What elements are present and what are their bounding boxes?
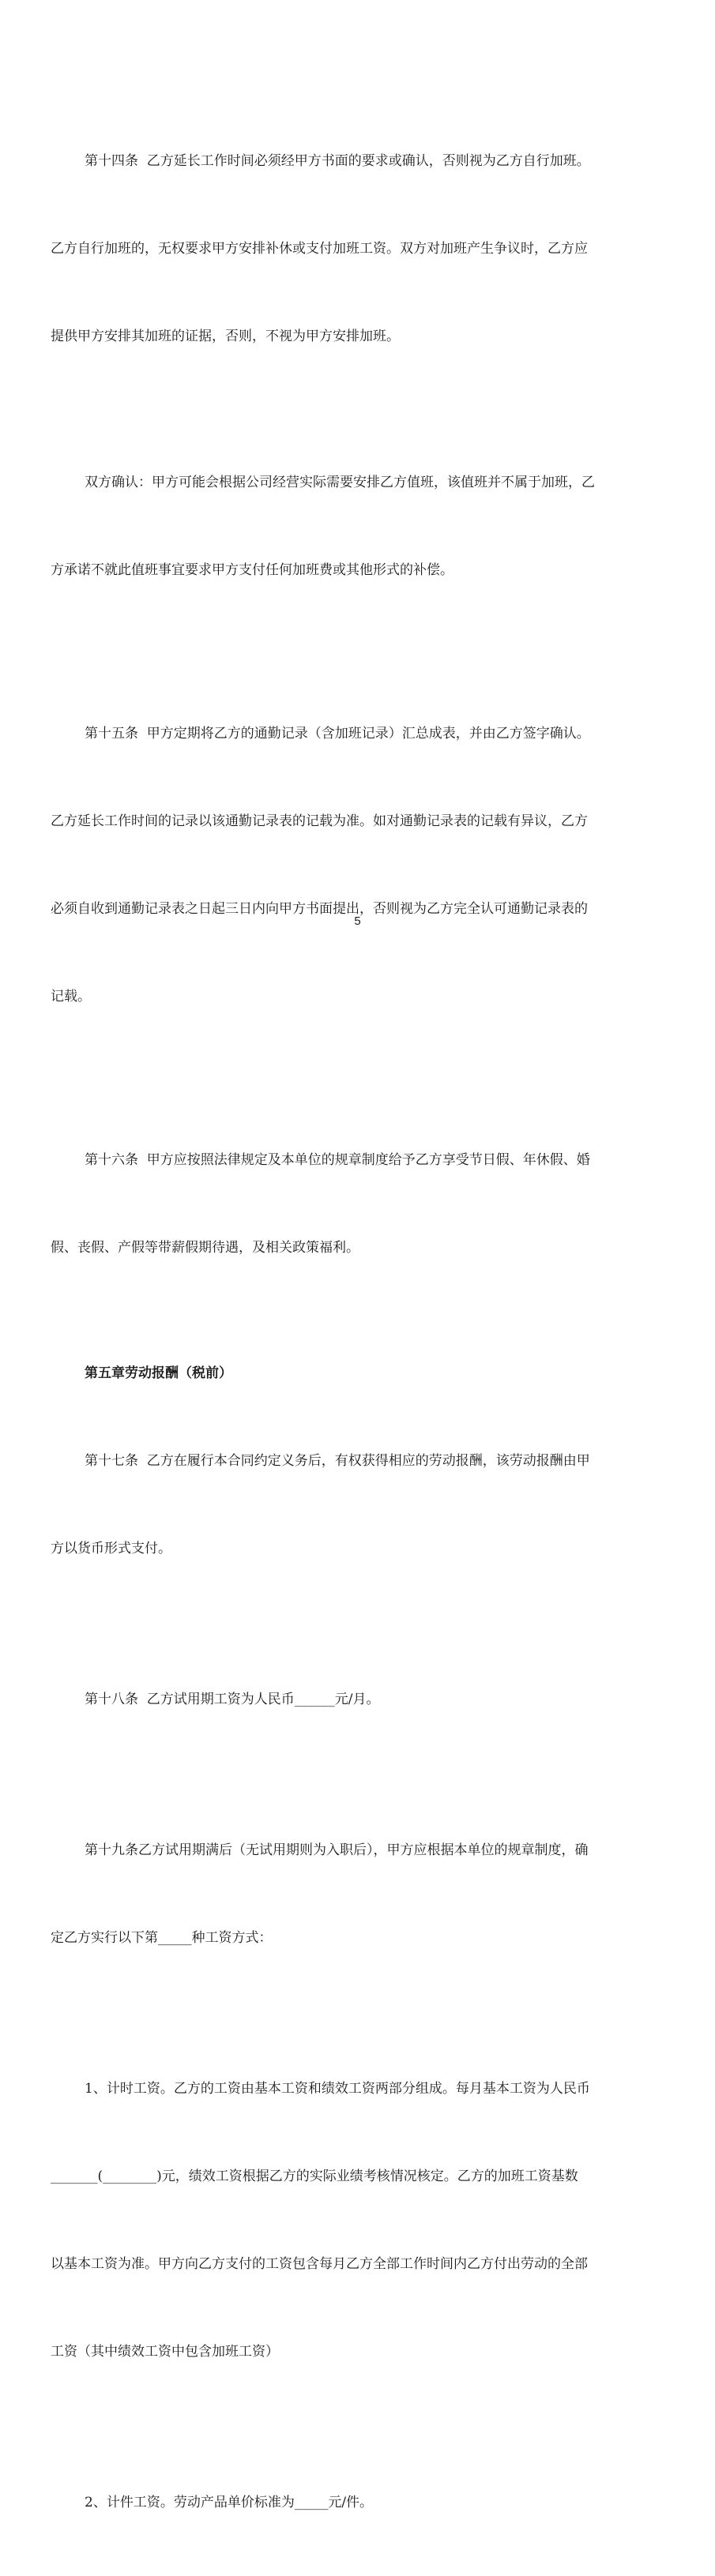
chapter-heading: 第五章劳动报酬（税前） xyxy=(85,1365,232,1381)
wage-item-2-line-1: 2、计件工资。劳动产品单价标准为_____元/件。 xyxy=(85,2495,374,2510)
wage-item-1 xyxy=(51,2016,634,2425)
confirmation-clause xyxy=(51,410,634,644)
wage-item-2 xyxy=(85,2430,634,2576)
confirmation-line-1: 双方确认：甲方可能会根据公司经营实际需要安排乙方值班，该值班并不属于加班，乙 xyxy=(85,475,595,490)
article-14-line-3: 提供甲方安排其加班的证据，否则，不视为甲方安排加班。 xyxy=(51,329,400,344)
article-18 xyxy=(85,1627,634,1773)
article-15 xyxy=(51,661,634,1070)
article-19 xyxy=(51,1778,634,2011)
wage-item-1-line-3: 以基本工资为准。甲方向乙方支付的工资包含每月乙方全部工作时间内乙方付出劳动的全部 xyxy=(51,2256,588,2272)
article-18-line-1: 第十八条 乙方试用期工资为人民币______元/月。 xyxy=(85,1692,380,1707)
wage-item-1-line-4: 工资（其中绩效工资中包含加班工资） xyxy=(51,2344,279,2360)
article-17-line-1: 第十七条 乙方在履行本合同约定义务后，有权获得相应的劳动报酬，该劳动报酬由甲 xyxy=(85,1453,590,1469)
article-16 xyxy=(51,1087,634,1321)
article-16-line-1: 第十六条 甲方应按照法律规定及本单位的规章制度给予乙方享受节日假、年休假、婚 xyxy=(85,1152,590,1168)
confirmation-line-2: 方承诺不就此值班事宜要求甲方支付任何加班费或其他形式的补偿。 xyxy=(51,562,453,578)
article-19-line-1: 第十九条乙方试用期满后（无试用期则为入职后），甲方应根据本单位的规章制度，确 xyxy=(85,1842,589,1858)
article-15-line-3: 必须自收到通勤记录表之日起三日内向甲方书面提出，否则视为乙方完全认可通勤记录表的 xyxy=(51,901,588,917)
article-19-line-2: 定乙方实行以下第_____种工资方式： xyxy=(51,1930,273,1946)
article-15-line-2: 乙方延长工作时间的记录以该通勤记录表的记载为准。如对通勤记录表的记载有异议，乙方 xyxy=(51,813,588,829)
article-15-line-1: 第十五条 甲方定期将乙方的通勤记录（含加班记录）汇总成表，并由乙方签字确认。 xyxy=(85,726,590,742)
article-16-line-2: 假、丧假、产假等带薪假期待遇，及相关政策福利。 xyxy=(51,1240,359,1256)
wage-item-1-line-1: 1、计时工资。乙方的工资由基本工资和绩效工资两部分组成。每月基本工资为人民币 xyxy=(85,2081,590,2097)
wage-item-1-line-2: _______(________)元，绩效工资根据乙方的实际业绩考核情况核定。乙方的加班工资基数 xyxy=(51,2169,578,2184)
article-14-line-2: 乙方自行加班的，无权要求甲方安排补休或支付加班工资。双方对加班产生争议时，乙方应 xyxy=(51,241,588,257)
article-15-line-4: 记载。 xyxy=(51,989,91,1004)
article-14-line-1: 第十四条 乙方延长工作时间必须经甲方书面的要求或确认，否则视为乙方自行加班。 xyxy=(85,153,590,169)
page-number: 5 xyxy=(354,914,361,928)
article-17-line-2: 方以货币形式支付。 xyxy=(51,1541,171,1556)
document-body xyxy=(51,88,634,2576)
article-14 xyxy=(51,88,634,410)
article-17 xyxy=(51,1388,634,1622)
